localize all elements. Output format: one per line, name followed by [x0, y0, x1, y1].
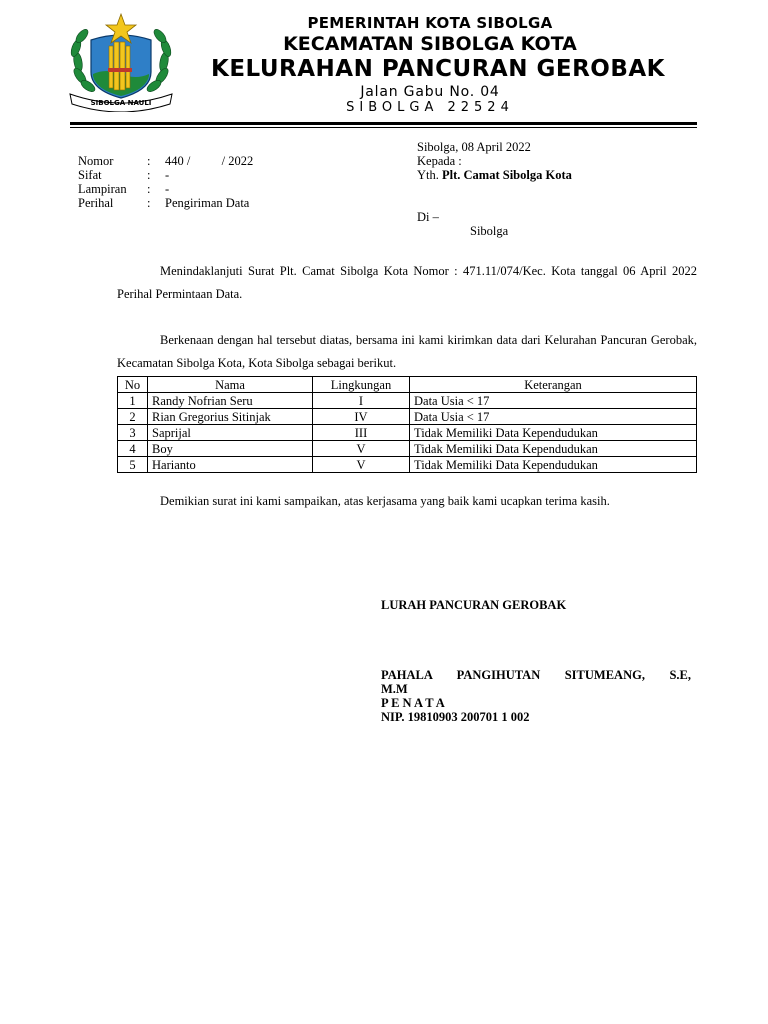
- cell-nama: Saprijal: [148, 425, 313, 441]
- meta-label: Nomor: [78, 154, 114, 168]
- recipient-kepada: Kepada :: [417, 154, 462, 168]
- cell-nama: Randy Nofrian Seru: [148, 393, 313, 409]
- cell-nama: Harianto: [148, 457, 313, 473]
- cell-lingkungan: V: [313, 441, 410, 457]
- letterhead-village: KELURAHAN PANCURAN GEROBAK: [211, 56, 665, 82]
- recipient-place: Sibolga: [470, 224, 509, 238]
- body-paragraph-1: Menindaklanjuti Surat Plt. Camat Sibolga Kota Nomor : 471.11/074/Kec. Kota tanggal 06 April 2022 Perihal Permintaan Data.: [117, 264, 697, 301]
- cell-keterangan: Tidak Memiliki Data Kependudukan: [410, 425, 697, 441]
- meta-value: -: [165, 182, 170, 196]
- cell-lingkungan: III: [313, 425, 410, 441]
- meta-value: Pengiriman Data: [165, 196, 250, 210]
- recipient-yth: [417, 168, 572, 183]
- meta-label: Lampiran: [78, 182, 127, 196]
- cell-no: 3: [118, 425, 148, 441]
- column-header-keterangan: Keterangan: [410, 377, 697, 393]
- meta-separator: :: [147, 154, 151, 168]
- cell-keterangan: Tidak Memiliki Data Kependudukan: [410, 457, 697, 473]
- column-header-nama: Nama: [148, 377, 313, 393]
- meta-value: 440 / / 2022: [165, 154, 254, 168]
- letter-date: Sibolga, 08 April 2022: [417, 140, 531, 154]
- signatory-rank: P E N A T A: [381, 696, 445, 710]
- meta-separator: :: [147, 182, 151, 196]
- cell-keterangan: Data Usia < 17: [410, 393, 697, 409]
- column-header-no: No: [118, 377, 148, 393]
- cell-nama: Rian Gregorius Sitinjak: [148, 409, 313, 425]
- data-table: [117, 376, 697, 473]
- table-header-row: [118, 377, 697, 393]
- sibolga-emblem-logo: [66, 12, 176, 112]
- table-row: [118, 441, 697, 457]
- signatory-name-line1: PAHALA PANGIHUTAN SITUMEANG, S.E,: [381, 668, 691, 682]
- table-row: [118, 409, 697, 425]
- cell-no: 1: [118, 393, 148, 409]
- cell-nama: Boy: [148, 441, 313, 457]
- recipient-di: Di –: [417, 210, 439, 224]
- letterhead-government: PEMERINTAH KOTA SIBOLGA: [307, 14, 553, 32]
- table-row: [118, 457, 697, 473]
- signatory-nip: NIP. 19810903 200701 1 002: [381, 710, 530, 724]
- cell-lingkungan: V: [313, 457, 410, 473]
- meta-separator: :: [147, 196, 151, 210]
- body-paragraph-2: Berkenaan dengan hal tersebut diatas, bersama ini kami kirimkan data dari Kelurahan Pancuran Gerobak, Kecamatan Sibolga Kota, Kota Sibolga sebagai berikut.: [117, 333, 697, 370]
- cell-lingkungan: IV: [313, 409, 410, 425]
- meta-separator: :: [147, 168, 151, 182]
- cell-no: 2: [118, 409, 148, 425]
- meta-label: Perihal: [78, 196, 114, 210]
- recipient-yth-name: Plt. Camat Sibolga Kota: [442, 168, 572, 182]
- body-paragraph-3: Demikian surat ini kami sampaikan, atas kerjasama yang baik kami ucapkan terima kasih.: [160, 494, 610, 508]
- meta-value: -: [165, 168, 170, 182]
- letterhead-address: Jalan Gabu No. 04: [360, 84, 500, 100]
- letterhead-city-zip: SIBOLGA 22524: [346, 100, 514, 115]
- cell-keterangan: Data Usia < 17: [410, 409, 697, 425]
- cell-keterangan: Tidak Memiliki Data Kependudukan: [410, 441, 697, 457]
- table-row: [118, 393, 697, 409]
- signature-title: LURAH PANCURAN GEROBAK: [381, 598, 567, 612]
- table-row: [118, 425, 697, 441]
- column-header-lingkungan: Lingkungan: [313, 377, 410, 393]
- logo-ribbon-text: SIBOLGA NAULI: [90, 99, 152, 107]
- recipient-yth-prefix: Yth.: [417, 168, 442, 182]
- letterhead-divider-thin: [70, 127, 697, 128]
- cell-no: 5: [118, 457, 148, 473]
- cell-no: 4: [118, 441, 148, 457]
- letterhead-divider-thick: [70, 122, 697, 125]
- cell-lingkungan: I: [313, 393, 410, 409]
- meta-label: Sifat: [78, 168, 102, 182]
- signatory-name-line2: M.M: [381, 682, 408, 696]
- letterhead-district: KECAMATAN SIBOLGA KOTA: [283, 33, 577, 55]
